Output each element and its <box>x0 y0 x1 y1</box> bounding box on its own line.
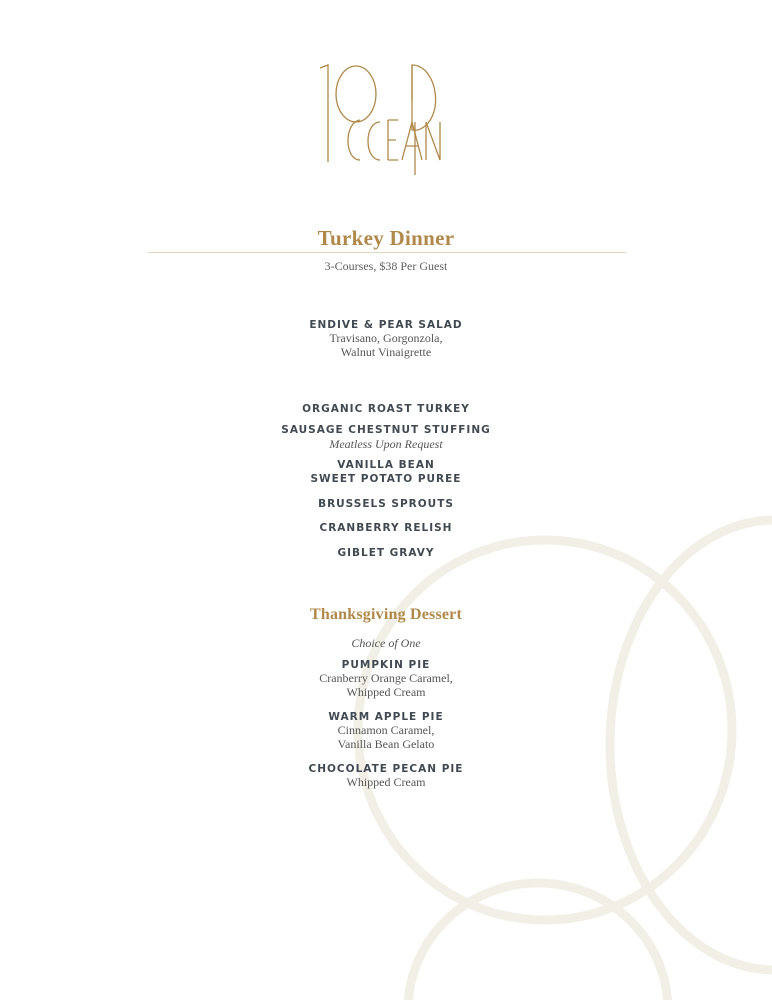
dessert-choice: Choice of One <box>351 636 421 650</box>
starter-desc-line2: Walnut Vinaigrette <box>340 345 432 359</box>
menu-subtitle: 3-Courses, $38 Per Guest <box>324 259 448 273</box>
main-item-stuffing-note: Meatless Upon Request <box>329 437 443 451</box>
dessert-pumpkin-desc1: Cranberry Orange Caramel, <box>319 671 453 685</box>
restaurant-logo <box>316 60 456 180</box>
logo-mark-icon <box>316 60 456 180</box>
menu-title: Turkey Dinner <box>317 226 455 250</box>
main-item-gravy: GIBLET GRAVY <box>337 547 435 559</box>
dessert-apple-desc1: Cinnamon Caramel, <box>337 723 435 737</box>
dessert-pecan-pie: CHOCOLATE PECAN PIE <box>308 763 464 775</box>
starter-desc-line1: Travisano, Gorgonzola, <box>329 331 443 345</box>
dessert-pecan-desc1: Whipped Cream <box>346 775 426 789</box>
main-item-relish: CRANBERRY RELISH <box>319 522 453 534</box>
dessert-title: Thanksgiving Dessert <box>309 606 463 623</box>
main-item-puree-line1: VANILLA BEAN <box>337 459 435 471</box>
main-item-stuffing: SAUSAGE CHESTNUT STUFFING <box>281 424 491 436</box>
main-item-sprouts: BRUSSELS SPROUTS <box>318 498 454 510</box>
dessert-pumpkin-desc2: Whipped Cream <box>346 685 426 699</box>
title-divider <box>148 252 626 253</box>
main-item-turkey: ORGANIC ROAST TURKEY <box>302 403 470 415</box>
starter-name: ENDIVE & PEAR SALAD <box>309 319 463 331</box>
main-item-puree-line2: SWEET POTATO PUREE <box>310 473 462 485</box>
dessert-pumpkin-pie: PUMPKIN PIE <box>341 659 431 671</box>
dessert-apple-desc2: Vanilla Bean Gelato <box>337 737 435 751</box>
dessert-apple-pie: WARM APPLE PIE <box>328 711 444 723</box>
